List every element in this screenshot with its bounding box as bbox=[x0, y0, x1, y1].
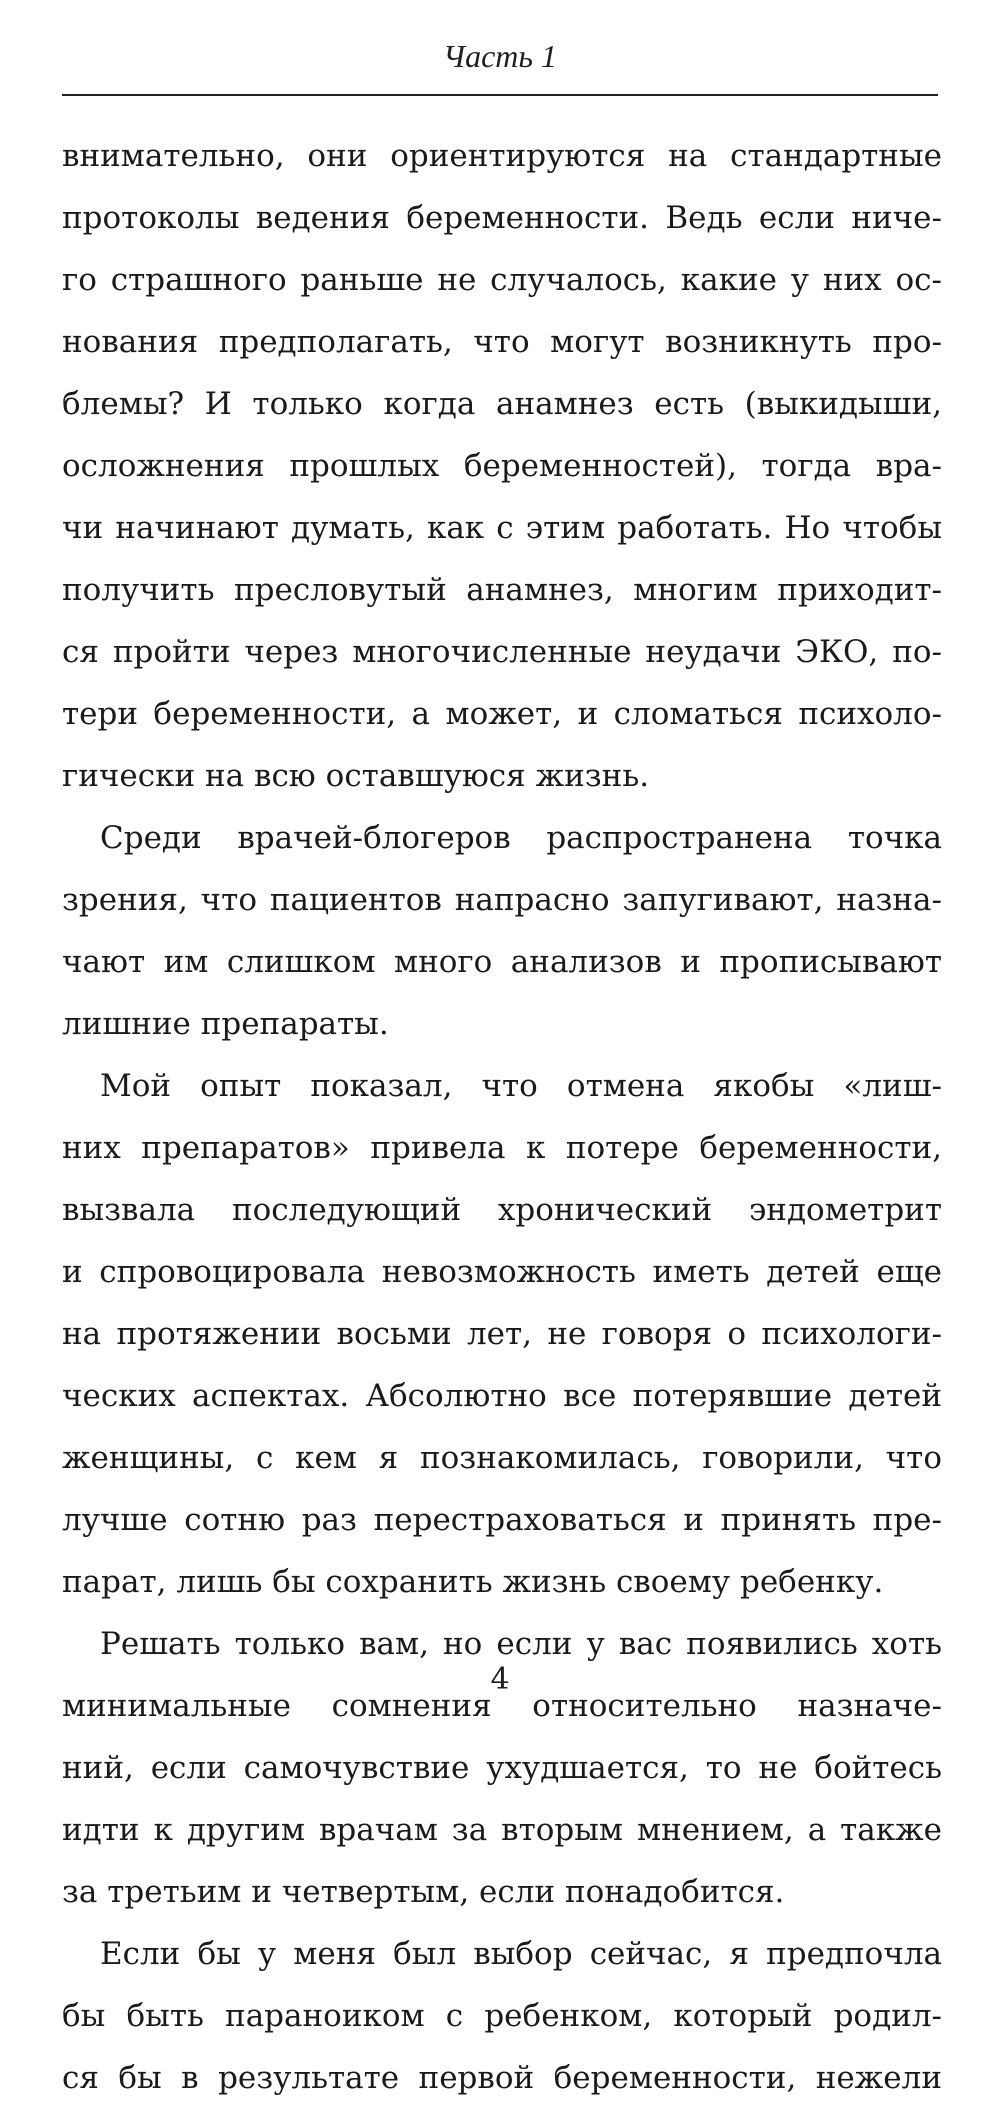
paragraph-3 bbox=[62, 1055, 942, 1613]
text-line: протоколы ведения беременности. Ведь если ниче- bbox=[62, 200, 942, 236]
text-line: Если бы у меня был выбор сейчас, я предпочла bbox=[100, 1936, 942, 1972]
page-number: 4 bbox=[490, 1662, 510, 1697]
text-line: бы быть параноиком с ребенком, который родил- bbox=[62, 1998, 942, 2034]
page-body-text bbox=[62, 125, 942, 2109]
text-line: внимательно, они ориентируются на стандартные bbox=[62, 138, 942, 174]
text-line: зрения, что пациентов напрасно запугивают, назна- bbox=[62, 882, 942, 918]
text-line: минимальные сомнения относительно назначе- bbox=[62, 1688, 942, 1724]
text-line: парат, лишь бы сохранить жизнь своему ребенку. bbox=[62, 1564, 884, 1600]
paragraph-5 bbox=[62, 1923, 942, 2109]
text-line: го страшного раньше не случалось, какие у них ос- bbox=[62, 262, 942, 298]
text-line: ний, если самочувствие ухудшается, то не бойтесь bbox=[62, 1750, 942, 1786]
text-line: гически на всю оставшуюся жизнь. bbox=[62, 758, 650, 794]
text-line: идти к другим врачам за вторым мнением, а также bbox=[62, 1812, 942, 1848]
text-line: ческих аспектах. Абсолютно все потерявшие детей bbox=[62, 1378, 942, 1414]
text-line: получить пресловутый анамнез, многим приходит- bbox=[62, 572, 942, 608]
text-line: лишние препараты. bbox=[62, 1006, 389, 1042]
text-line: Решать только вам, но если у вас появились хоть bbox=[100, 1626, 942, 1662]
text-line: за третьим и четвертым, если понадобится. bbox=[62, 1874, 785, 1910]
text-line: чи начинают думать, как с этим работать. Но чтобы bbox=[62, 510, 942, 546]
text-line: тери беременности, а может, и сломаться психоло- bbox=[62, 696, 942, 732]
text-line: на протяжении восьми лет, не говоря о психологи- bbox=[62, 1316, 942, 1352]
text-line: осложнения прошлых беременностей), тогда вра- bbox=[62, 448, 942, 484]
text-line: Среди врачей-блогеров распространена точка bbox=[100, 820, 942, 856]
text-line: чают им слишком много анализов и прописывают bbox=[62, 944, 942, 980]
text-line: Мой опыт показал, что отмена якобы «лиш- bbox=[100, 1068, 942, 1104]
text-line: ся бы в результате первой беременности, нежели bbox=[62, 2060, 942, 2096]
running-head-title: Часть 1 bbox=[443, 38, 557, 74]
text-line: нования предполагать, что могут возникнуть про- bbox=[62, 324, 942, 360]
paragraph-1 bbox=[62, 125, 942, 807]
text-line: них препаратов» привела к потере беременности, bbox=[62, 1130, 942, 1166]
header-divider bbox=[62, 94, 938, 96]
text-line: вызвала последующий хронический эндометрит bbox=[62, 1192, 942, 1228]
text-line: ся пройти через многочисленные неудачи ЭКО, по- bbox=[62, 634, 942, 670]
text-line: блемы? И только когда анамнез есть (выкидыши, bbox=[62, 386, 942, 422]
paragraph-2 bbox=[62, 807, 942, 1055]
text-line: лучше сотню раз перестраховаться и принять пре- bbox=[62, 1502, 942, 1538]
text-line: женщины, с кем я познакомилась, говорили, что bbox=[62, 1440, 942, 1476]
text-line: и спровоцировала невозможность иметь детей еще bbox=[62, 1254, 942, 1290]
